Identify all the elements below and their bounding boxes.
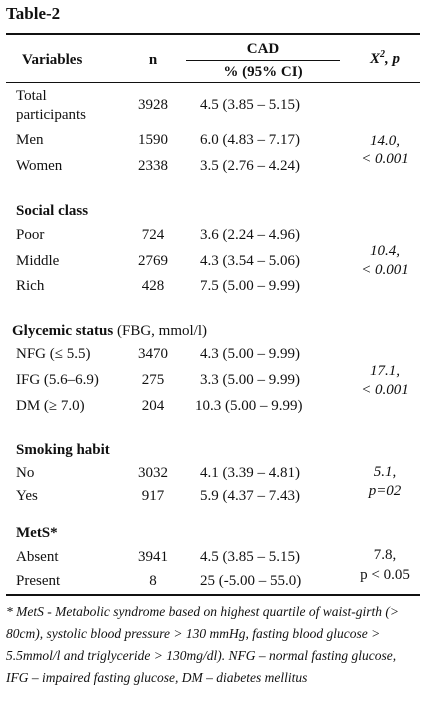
row-label: Poor: [16, 227, 45, 243]
header-variables: Variables: [22, 52, 83, 68]
section-heading: MetS*: [16, 525, 58, 541]
row-label: Present: [16, 573, 61, 589]
p-value: < 0.001: [361, 262, 409, 278]
row-value: 10.3 (5.00 – 9.99): [195, 398, 303, 414]
table-footnote: * MetS - Metabolic syndrome based on highest quartile of waist-girth (> 80cm), systolic blood pressure > 130 mmHg, fasting blood glucose > 5.5mmol/l and triglyceride > 130mg/dl). NFG – normal fasting glucose, IFG – impaired fasting glucose, DM – diabetes mellitus: [6, 604, 399, 685]
row-label: Middle: [16, 253, 60, 269]
chi-value: 14.0,: [370, 133, 400, 149]
row-label: No: [16, 465, 35, 481]
row-n: 1590: [138, 132, 168, 148]
header-n: n: [148, 52, 158, 68]
row-label: IFG (5.6–6.9): [16, 372, 99, 388]
row-value: 3.6 (2.24 – 4.96): [200, 227, 300, 243]
row-label: Men: [16, 132, 44, 148]
row-label: Yes: [16, 488, 38, 504]
header-pct-ci: % (95% CI): [223, 64, 303, 80]
row-label: Rich: [16, 278, 45, 294]
row-value: 3.3 (5.00 – 9.99): [200, 372, 300, 388]
row-n: 3941: [138, 549, 168, 565]
row-value: 3.5 (2.76 – 4.24): [200, 158, 300, 174]
cad-underline: [186, 60, 340, 61]
row-label: Total: [16, 88, 47, 104]
section-heading: Social class: [16, 203, 89, 219]
row-n: 3470: [138, 346, 168, 362]
chi-value: 10.4,: [370, 243, 400, 259]
row-n: 724: [141, 227, 165, 243]
row-n: 3928: [138, 97, 168, 113]
row-value: 4.5 (3.85 – 5.15): [200, 549, 300, 565]
row-value: 6.0 (4.83 – 7.17): [200, 132, 300, 148]
row-label: Absent: [16, 549, 59, 565]
p-value: p < 0.05: [360, 567, 410, 583]
row-n: 275: [141, 372, 165, 388]
header-chi-square-p: $X^2$, p: [369, 49, 400, 67]
row-value: 25 (-5.00 – 55.0): [200, 573, 302, 589]
section-heading: Glycemic status (FBG, mmol/l): [12, 323, 207, 339]
row-value: 4.5 (3.85 – 5.15): [200, 97, 300, 113]
row-n: 3032: [138, 465, 168, 481]
row-value: 4.3 (3.54 – 5.06): [200, 253, 300, 269]
row-n: 2769: [138, 253, 168, 269]
header-rule: [6, 82, 420, 83]
row-value: 4.3 (5.00 – 9.99): [200, 346, 300, 362]
p-value: < 0.001: [361, 151, 409, 167]
row-n: 2338: [138, 158, 168, 174]
section-heading: Smoking habit: [16, 442, 110, 458]
chi-value: 17.1,: [370, 363, 400, 379]
row-n: 204: [141, 398, 165, 414]
row-value: 4.1 (3.39 – 4.81): [200, 465, 300, 481]
p-value: p=02: [368, 483, 402, 499]
row-n: 8: [149, 573, 157, 589]
row-label: NFG (≤ 5.5): [16, 346, 91, 362]
p-value: < 0.001: [361, 382, 409, 398]
row-label: Women: [16, 158, 63, 174]
chi-value: 5.1,: [373, 464, 397, 480]
row-value: 5.9 (4.37 – 7.43): [200, 488, 300, 504]
top-rule: [6, 33, 420, 35]
header-cad: CAD: [246, 41, 280, 57]
row-n: 917: [141, 488, 165, 504]
row-label: DM (≥ 7.0): [16, 398, 85, 414]
chi-value: 7.8,: [373, 547, 397, 563]
row-value: 7.5 (5.00 – 9.99): [200, 278, 300, 294]
row-label: participants: [16, 107, 86, 123]
table-title: Table-2: [6, 4, 61, 23]
bottom-rule: [6, 594, 420, 596]
row-n: 428: [141, 278, 165, 294]
